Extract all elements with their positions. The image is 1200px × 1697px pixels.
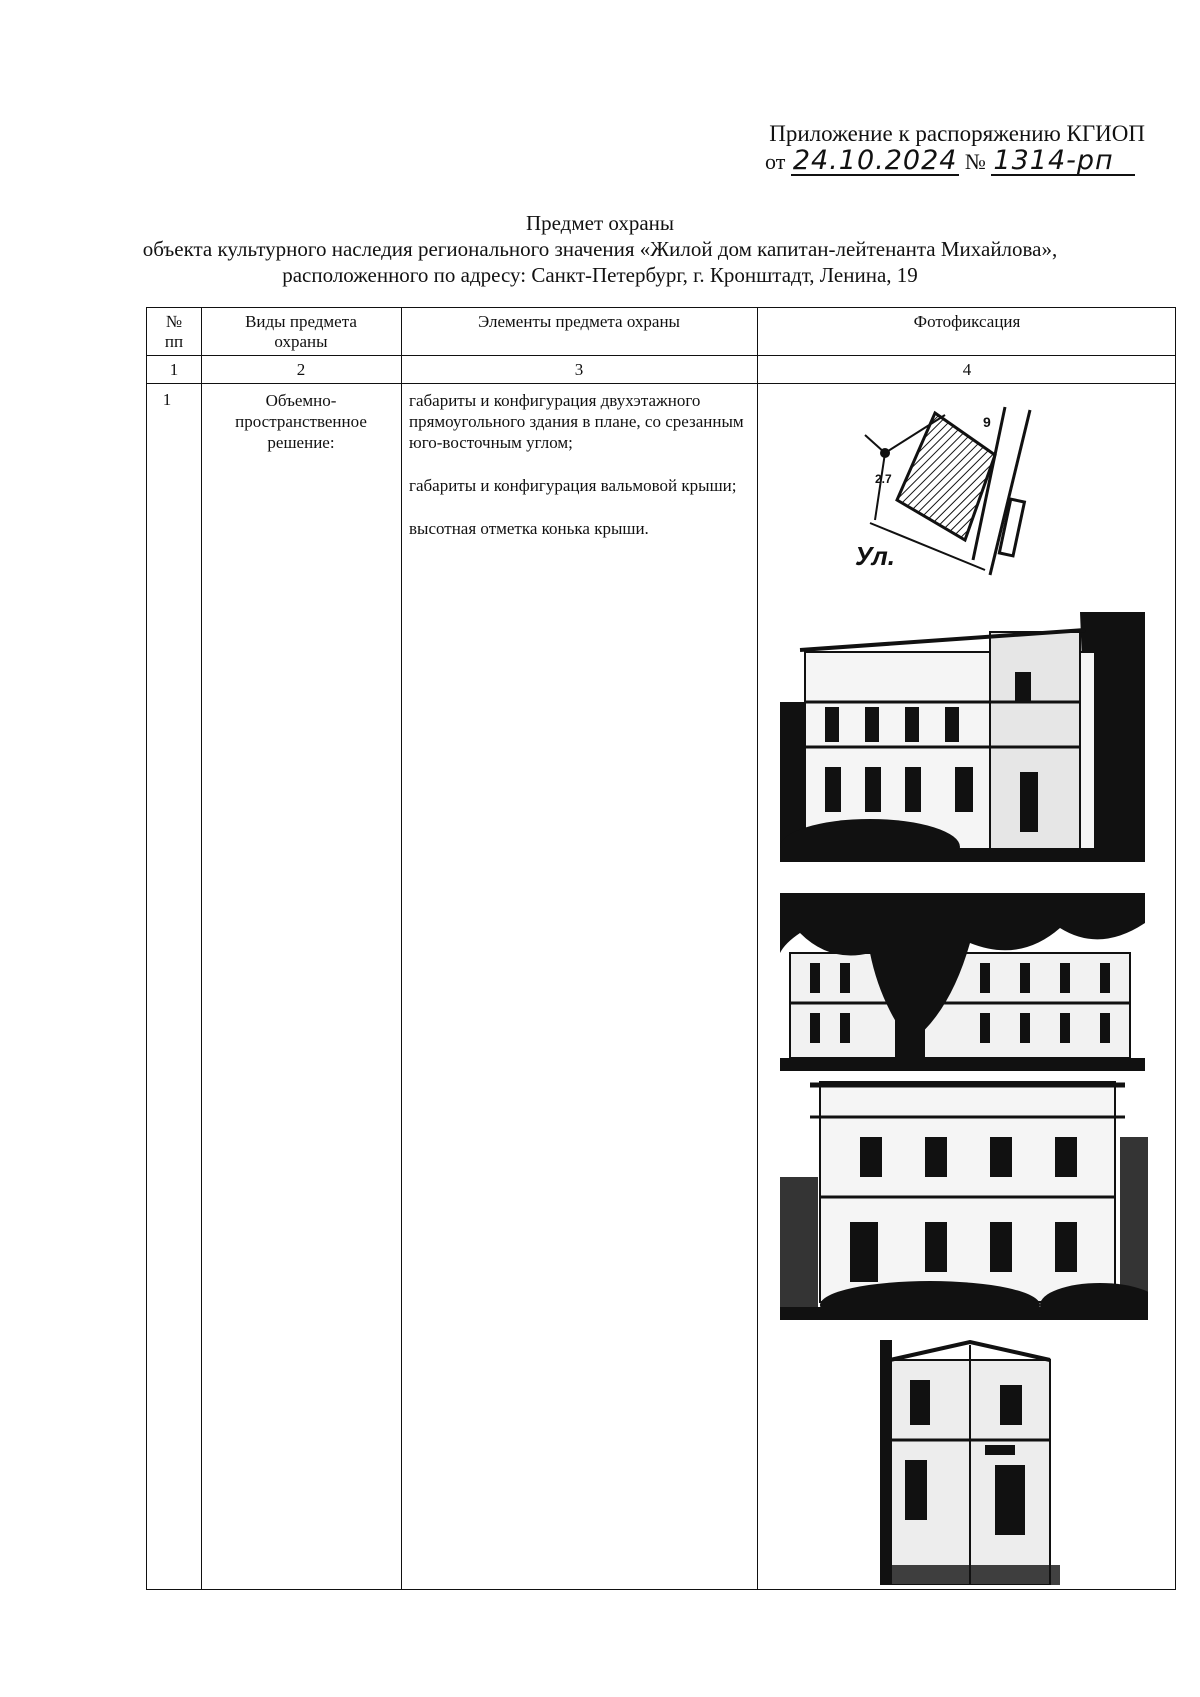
column-number: 1 [169,360,179,379]
element-item: габариты и конфигурация вальмовой крыши; [409,476,737,495]
col-divider [757,308,758,1589]
column-number: 3 [574,360,584,379]
document-title: Предмет охраны [525,211,675,235]
order-number: 1314-рп [991,148,1135,176]
plan-street-label: Ул. [855,541,896,571]
row-kind [201,390,401,453]
col-divider [401,308,402,1589]
row-divider [147,355,1175,356]
plan-number-small: 2.7 [875,472,892,486]
annex-label: Приложение к распоряжению КГИОП [769,121,1145,146]
column-number: 2 [296,360,306,379]
plan-number-large: 9 [983,414,991,430]
number-sign: № [964,149,986,174]
row-kind-line3: решение: [267,433,335,452]
header-num-abbr: пп [164,332,184,351]
building-photo-corner-detail [880,1340,1060,1585]
column-number: 4 [962,360,972,379]
element-item: высотная отметка конька крыши. [409,519,649,538]
site-plan-image [855,405,1065,580]
order-reference [765,145,1125,176]
row-kind-line1: Объемно- [265,391,337,410]
header-kind-line2: охраны [274,332,328,351]
document-subtitle-line2: расположенного по адресу: Санкт-Петербург, г. Кронштадт, Ленина, 19 [282,263,918,287]
header-kind-line1: Виды предмета [245,312,357,331]
document-subtitle-line1: объекта культурного наследия регионального значения «Жилой дом капитан-лейтенанта Михайлова», [142,237,1058,261]
order-date: 24.10.2024 [792,145,958,176]
header-elements: Элементы предмета охраны [478,312,680,331]
row-divider [147,383,1175,384]
row-number: 1 [162,390,172,409]
building-photo-street [780,893,1145,1071]
row-kind-line2: пространственное [235,412,367,431]
date-prefix: от [765,149,786,174]
building-photo-facade [780,1077,1148,1320]
building-photo-corner [780,612,1145,862]
row-elements [409,390,744,561]
element-item: габариты и конфигурация двухэтажного прямоугольного здания в плане, со срезанным юго-восточным углом; [409,391,744,452]
header-num-symbol: № [165,312,183,331]
header-num [147,312,201,352]
header-kind [201,312,401,352]
col-divider [201,308,202,1589]
header-photos: Фотофиксация [913,312,1021,331]
